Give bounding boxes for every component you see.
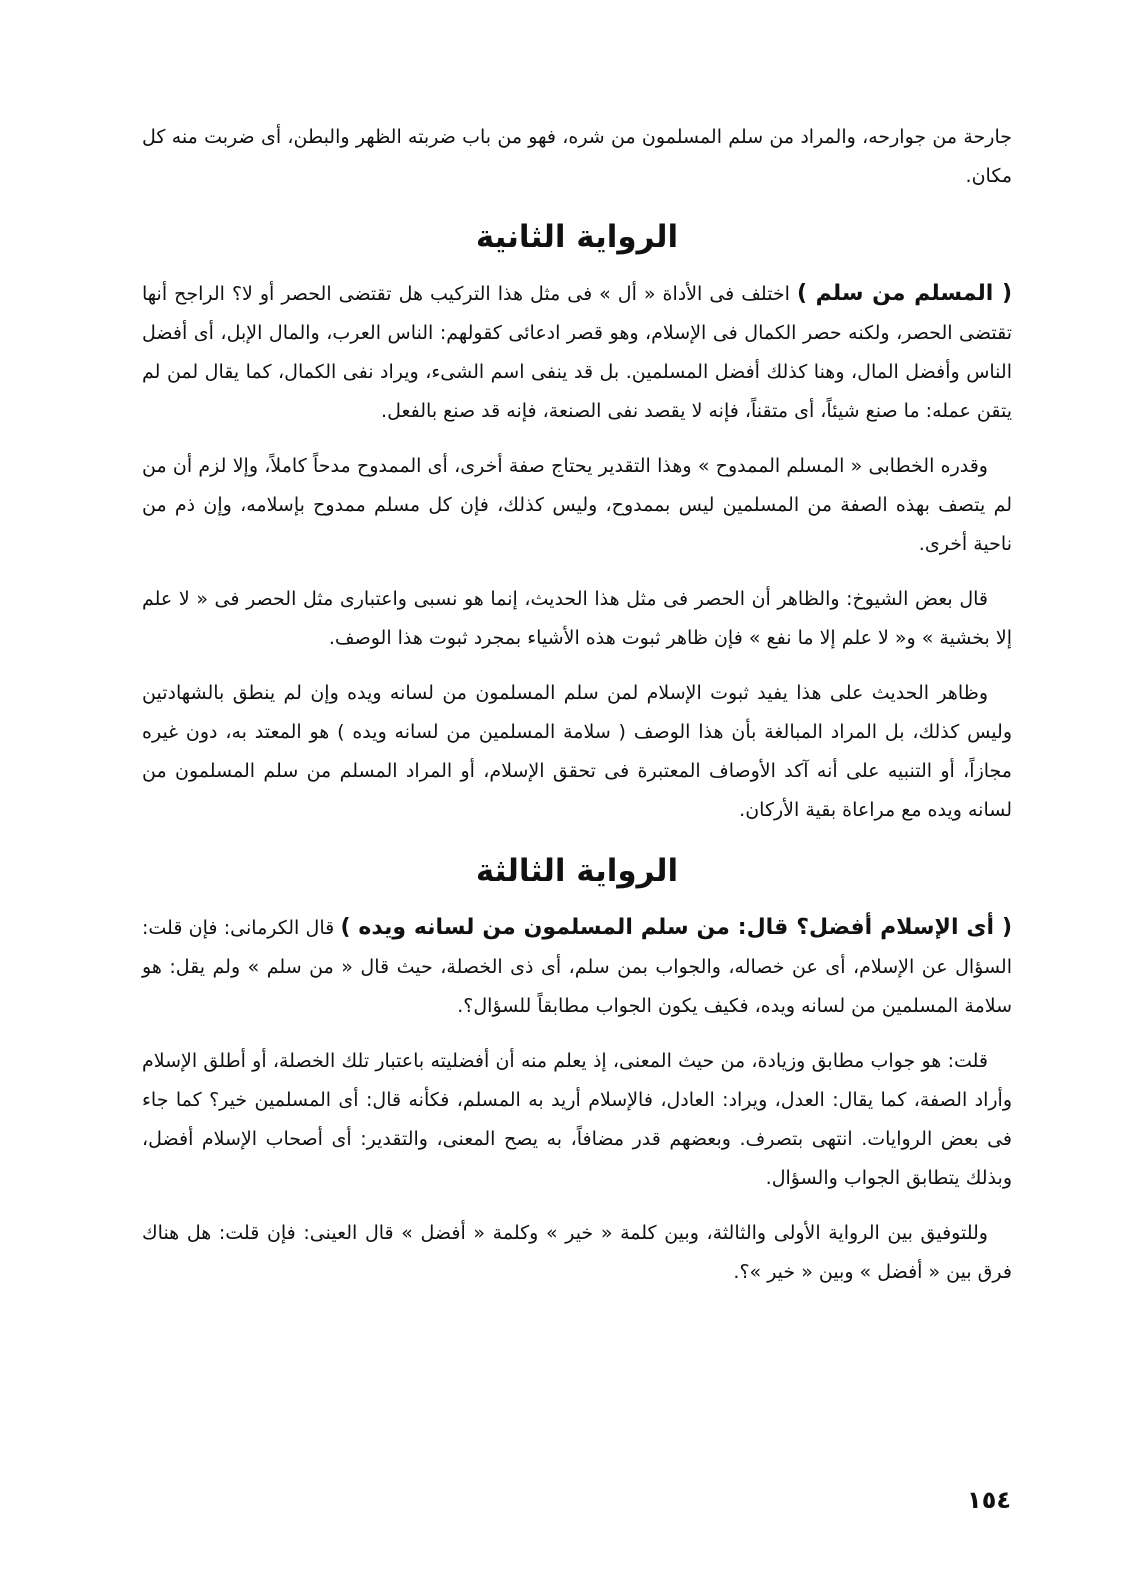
paragraph: وظاهر الحديث على هذا يفيد ثبوت الإسلام لمن سلم المسلمون من لسانه ويده وإن لم ينطق بالشهادتين وليس كذلك، بل المراد المبالغة بأن هذا الوصف ( سلامة المسلمين من لسانه ويده ) هو المعتد به، دون غيره مجازاً، أو التنبيه على أنه آكد الأوصاف المعتبرة فى تحقق الإسلام، أو المراد المسلم من سلم المسلمون من لسانه ويده مع مراعاة بقية الأركان. (142, 682, 1012, 821)
paragraph: وقدره الخطابى « المسلم الممدوح » وهذا التقدير يحتاج صفة أخرى، أى الممدوح مدحاً كاملاً، وإلا لزم أن من لم يتصف بهذه الصفة من المسلمين ليس بممدوح، وليس كذلك، فإن كل مسلم ممدوح بإسلامه، وإن ذم من ناحية أخرى. (142, 455, 1012, 555)
paragraph: قال بعض الشيوخ: والظاهر أن الحصر فى مثل هذا الحديث، إنما هو نسبى واعتبارى مثل الحصر فى « لا علم إلا بخشية » و« لا علم إلا ما نفع » فإن ظاهر ثبوت هذه الأشياء بمجرد ثبوت هذا الوصف. (142, 588, 1012, 649)
section-heading-second-narration: الرواية الثانية (475, 219, 679, 255)
page-body (142, 118, 1012, 1308)
paragraph (142, 274, 1012, 431)
paragraph: قلت: هو جواب مطابق وزيادة، من حيث المعنى، إذ يعلم منه أن أفضليته باعتبار تلك الخصلة، أو أطلق الإسلام وأراد الصفة، كما يقال: العدل، ويراد: العادل، فالإسلام أريد به المسلم، فكأنه قال: أى المسلمين خير؟ كما جاء فى بعض الروايات. انتهى بتصرف. وبعضهم قدر مضافاً، به يصح المعنى، والتقدير: أى أصحاب الإسلام أفضل، وبذلك يتطابق الجواب والسؤال. (142, 1050, 1012, 1189)
section-heading-third-narration: الرواية الثالثة (475, 853, 679, 889)
quoted-hadith-phrase: ( المسلم من سلم ) (796, 281, 1012, 306)
continuation-paragraph: جارحة من جوارحه، والمراد من سلم المسلمون من شره، فهو من باب ضربته الظهر والبطن، أى ضربت منه كل مكان. (142, 126, 1012, 187)
page-number: ١٥٤ (967, 1486, 1011, 1514)
paragraph (142, 908, 1012, 1026)
quoted-hadith-phrase: ( أى الإسلام أفضل؟ قال: من سلم المسلمون من لسانه ويده ) (340, 915, 1012, 940)
paragraph: وللتوفيق بين الرواية الأولى والثالثة، وبين كلمة « خير » وكلمة « أفضل » قال العينى: فإن قلت: هل هناك فرق بين « أفضل » وبين « خير »؟. (142, 1222, 1012, 1283)
paragraph-text: قال الكرمانى: فإن قلت: السؤال عن الإسلام، أى عن خصاله، والجواب بمن سلم، أى ذى الخصلة، حيث قال « من سلم » ولم يقل: هو سلامة المسلمين من لسانه ويده، فكيف يكون الجواب مطابقاً للسؤال؟. (142, 917, 1012, 1017)
paragraph-text: اختلف فى الأداة « أل » فى مثل هذا التركيب هل تقتضى الحصر أو لا؟ الراجح أنها تقتضى الحصر، ولكنه حصر الكمال فى الإسلام، وهو قصر ادعائى كقولهم: الناس العرب، والمال الإبل، أى أفضل الناس وأفضل المال، وهنا كذلك أفضل المسلمين. بل قد ينفى اسم الشىء، ويراد نفى الكمال، كما يقال لمن لم يتقن عمله: ما صنع شيئاً، أى متقناً، فإنه لا يقصد نفى الصنعة، فإنه قد صنع بالفعل. (142, 283, 1012, 422)
